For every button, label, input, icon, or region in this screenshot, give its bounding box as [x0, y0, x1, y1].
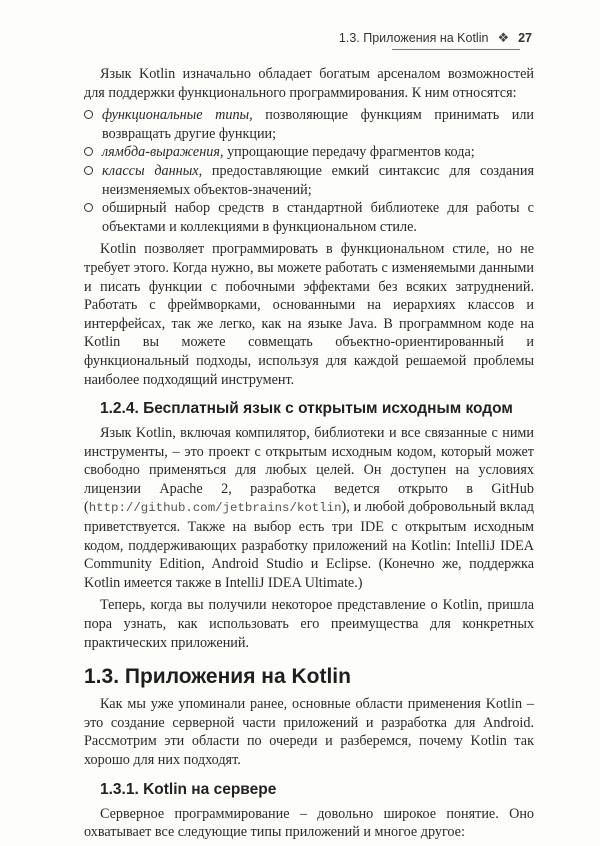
section-heading-1-3-1: 1.3.1. Kotlin на сервере: [100, 780, 277, 798]
list-item-term: классы данных,: [102, 162, 203, 179]
list-item: [84, 106, 534, 143]
server-paragraph: Серверное программирование – довольно широкое понятие. Оно охватывает все следующие типы приложений и многое другое:: [84, 805, 534, 841]
circle-bullet-icon: [84, 203, 93, 212]
circle-bullet-icon: [84, 110, 93, 119]
github-link[interactable]: http://github.com/jetbrains/kotlin: [88, 501, 342, 516]
running-head-title: 1.3. Приложения на Kotlin: [338, 31, 489, 45]
list-item-term: лямбда-выражения,: [102, 144, 224, 161]
page-body: [84, 65, 534, 846]
list-item-text: предоставляющие емкий синтаксис для создания неизменяемых объектов-значений;: [102, 162, 534, 198]
circle-bullet-icon: [84, 166, 93, 175]
intro-paragraph: Язык Kotlin изначально обладает богатым арсеналом возможностей для поддержки функционального программирования. К ним относятся:: [84, 66, 534, 101]
list-item-text: упрощающие передачу фрагментов кода;: [223, 144, 475, 161]
list-item: [84, 162, 534, 199]
open-source-text-before: Язык Kotlin, включая компилятор, библиотеки и все связанные с ними инструменты, – это проект с открытым исходным кодом, который может свободно применяться для любых целей. Он доступен на условиях лицензии Apache 2, разработка ведется открыто в GitHub (: [84, 425, 534, 516]
open-source-text-after: ), и любой добровольный вклад приветствуется. Также на выбор есть три IDE с открытым исходным кодом, поддерживающих разработку приложений на Kotlin: IntelliJ IDEA Community Edition, Android Studio и Eclipse. (Конечно же, поддержка Kotlin имеется также в IntelliJ IDEA Ultimate.): [84, 499, 534, 591]
applications-paragraph: Как мы уже упоминали ранее, основные области применения Kotlin – это создание серверной части приложений и разработка для Android. Рассмотрим эти области по очереди и разберемся, почему Kotlin так хорошо для них подходят.: [84, 696, 534, 768]
list-item: [84, 199, 534, 236]
section-heading-1-2-4: 1.2.4. Бесплатный язык с открытым исходным кодом: [100, 400, 513, 418]
running-head: [300, 30, 532, 46]
feature-list: [84, 106, 534, 236]
list-item-text: позволяющие функциям принимать или возвращать другие функции;: [102, 107, 534, 142]
open-source-paragraph: [84, 424, 534, 592]
page-number: 27: [518, 31, 532, 45]
circle-bullet-icon: [84, 147, 93, 156]
section-heading-1-3: 1.3. Приложения на Kotlin: [84, 665, 351, 689]
running-head-rule: [392, 49, 520, 50]
list-item: [84, 143, 534, 162]
diamond-ornament-icon: ❖: [497, 30, 510, 45]
list-item-text: обширный набор средств в стандартной библиотеке для работы с объектами и коллекциями в функциональном стиле.: [102, 200, 534, 235]
transition-paragraph: Теперь, когда вы получили некоторое представление о Kotlin, пришла пора узнать, как использовать его преимущества для конкретных практических приложений.: [84, 597, 534, 651]
functional-style-paragraph: Kotlin позволяет программировать в функциональном стиле, но не требует этого. Когда нужно, вы можете работать с изменяемыми данными и писать функции с побочными эффектами без всяких затруднений. Работать с фреймворками, основанными на иерархиях классов и интерфейсах, так же легко, как на языке Java. В программном коде на Kotlin вы можете совмещать объектно-ориентированный и функциональный подходы, используя для каждой решаемой проблемы наиболее подходящий инструмент.: [84, 241, 534, 388]
list-item-term: функциональные типы,: [102, 107, 253, 124]
